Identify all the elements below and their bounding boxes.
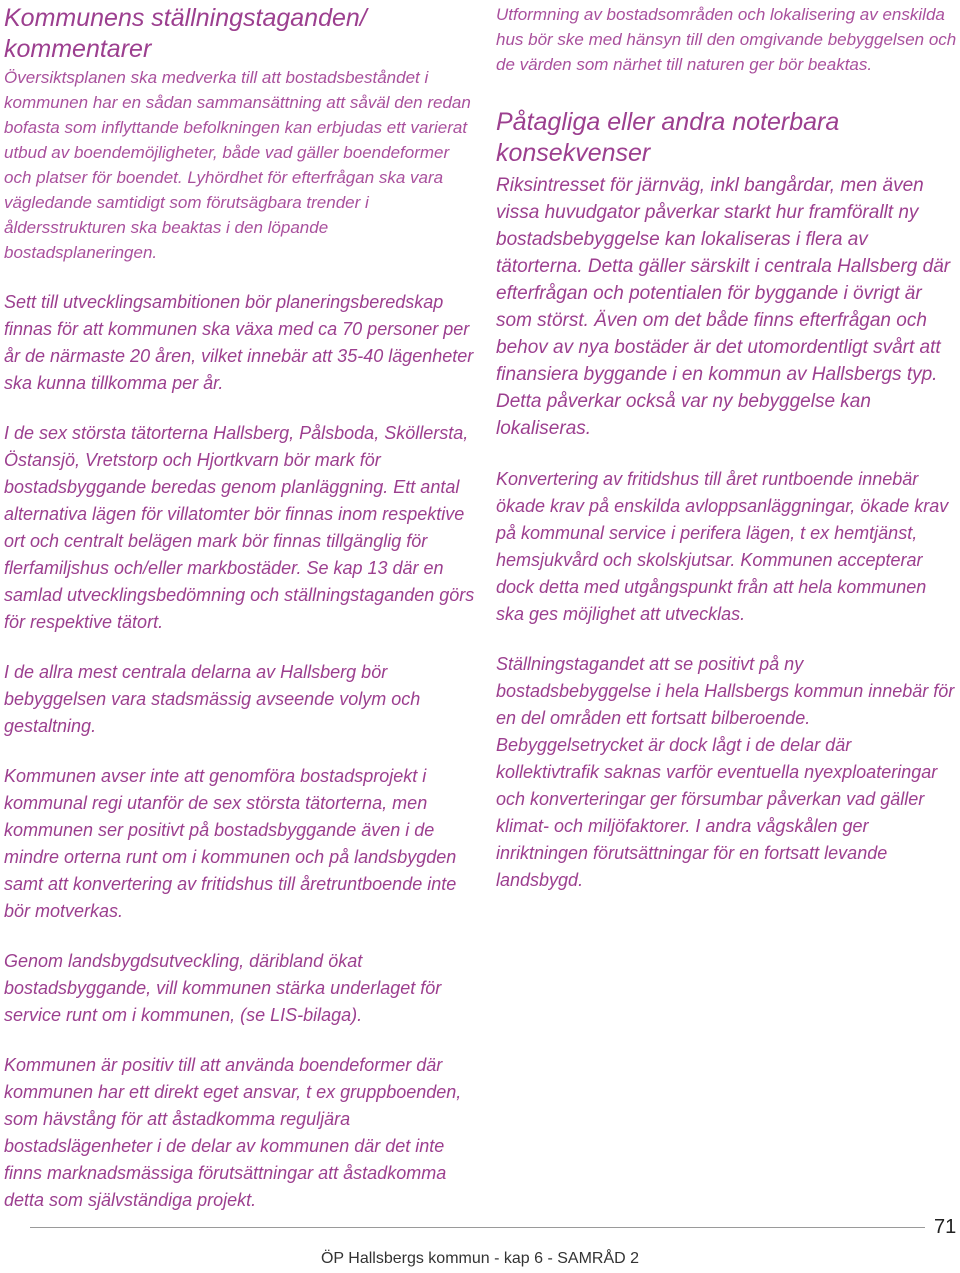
left-heading: Kommunens ställningstaganden/ kommentarer [4, 4, 367, 63]
right-paragraph-large-1: Riksintresset för järnväg, inkl bangårdar, men även vissa huvudgator påverkar starkt hur framförallt ny bostadsbebyggelse kan lokaliseras i flera av tätorterna. Detta gäller särskilt i centrala Hallsberg där efterfrågan och potentialen för byggande i övrigt är som störst. Även om det både finns efterfrågan och behov av nya bostäder är det utomordentligt svårt att finansiera byggande i en kommun av Hallsbergs typ. Detta påverkar också var ny bebyggelse kan lokaliseras. [496, 175, 951, 439]
left-paragraph-1: Sett till utvecklingsambitionen bör planeringsberedskap finnas för att kommunen ska växa med ca 70 personer per år de närmaste 20 åren, vilket innebär att 35-40 lägenheter ska kunna tillkomma per år. [4, 292, 474, 393]
left-paragraph-2: I de sex största tätorterna Hallsberg, Pålsboda, Sköllersta, Östansjö, Vretstorp och Hjortkvarn bör mark för bostadsbyggande beredas genom planläggning. Ett antal alternativa lägen för villatomter bör finnas inom respektive ort och centralt belägen mark bör finnas tillgänglig för flerfamiljshus och/eller markbostäder. Se kap 13 där en samlad utvecklingsbedömning och ställningstaganden görs för respektive tätort. [4, 423, 475, 632]
right-lead-paragraph: Utformning av bostadsområden och lokalisering av enskilda hus bör ske med hänsyn till den omgivande bebyggelsen och de värden som närhet till naturen ger bör beaktas. [496, 5, 957, 74]
left-column [4, 0, 476, 1214]
left-paragraph-6: Kommunen är positiv till att använda boendeformer där kommunen har ett direkt eget ansvar, t ex gruppboenden, som hävstång för att åstadkomma reguljära bostadslägenheter i de delar av kommunen där det inte finns marknadsmässiga förutsättningar att åstadkomma detta som självständiga projekt. [4, 1055, 462, 1210]
right-heading: Påtagliga eller andra noterbara konsekvenser [496, 108, 840, 167]
footer-text: ÖP Hallsbergs kommun - kap 6 - SAMRÅD 2 [320, 1250, 640, 1267]
left-paragraph-4: Kommunen avser inte att genomföra bostadsprojekt i kommunal regi utanför de sex största tätorterna, men kommunen ser positivt på bostadsbyggande även i de mindre orterna runt om i kommunen och på landsbygden samt att konvertering av fritidshus till åretruntboende inte bör motverkas. [4, 766, 457, 921]
left-lead-paragraph: Översiktsplanen ska medverka till att bostadsbeståndet i kommunen har en sådan sammansättning att såväl den redan bofasta som inflyttande befolkningen kan erbjudas ett varierat utbud av boendemöjligheter, både vad gäller boendeformer och platser för boendet. Lyhördhet för efterfrågan ska vara vägledande samtidigt som förutsägbara trender i åldersstrukturen ska beaktas i den löpande bostadsplaneringen. [4, 68, 471, 262]
left-paragraph-5: Genom landsbygdsutveckling, däribland ökat bostadsbyggande, vill kommunen stärka underlaget för service runt om i kommunen, (se LIS-bilaga). [4, 951, 442, 1025]
footer-rule [30, 1227, 925, 1228]
left-paragraph-3: I de allra mest centrala delarna av Hallsberg bör bebyggelsen vara stadsmässig avseende volym och gestaltning. [4, 662, 421, 736]
right-paragraph-2: Ställningstagandet att se positivt på ny bostadsbebyggelse i hela Hallsbergs kommun innebär för en del områden ett fortsatt bilberoende. Bebyggelsetrycket är dock lågt i de delar där kollektivtrafik saknas varför eventuella nyexploateringar och konverteringar ger försumbar påverkan vad gäller klimat- och miljöfaktorer. I andra vågskålen ger inriktningen förutsättningar för en fortsatt levande landsbygd. [496, 654, 955, 890]
right-column [496, 0, 958, 894]
page-number: 71 [934, 1216, 957, 1238]
right-paragraph-1: Konvertering av fritidshus till året runtboende innebär ökade krav på enskilda avloppsanläggningar, ökade krav på kommunal service i perifera lägen, t ex hemtjänst, hemsjukvård och skolskjutsar. Kommunen accepterar dock detta med utgångspunkt från att hela kommunen ska ges möjlighet att utvecklas. [496, 469, 949, 624]
